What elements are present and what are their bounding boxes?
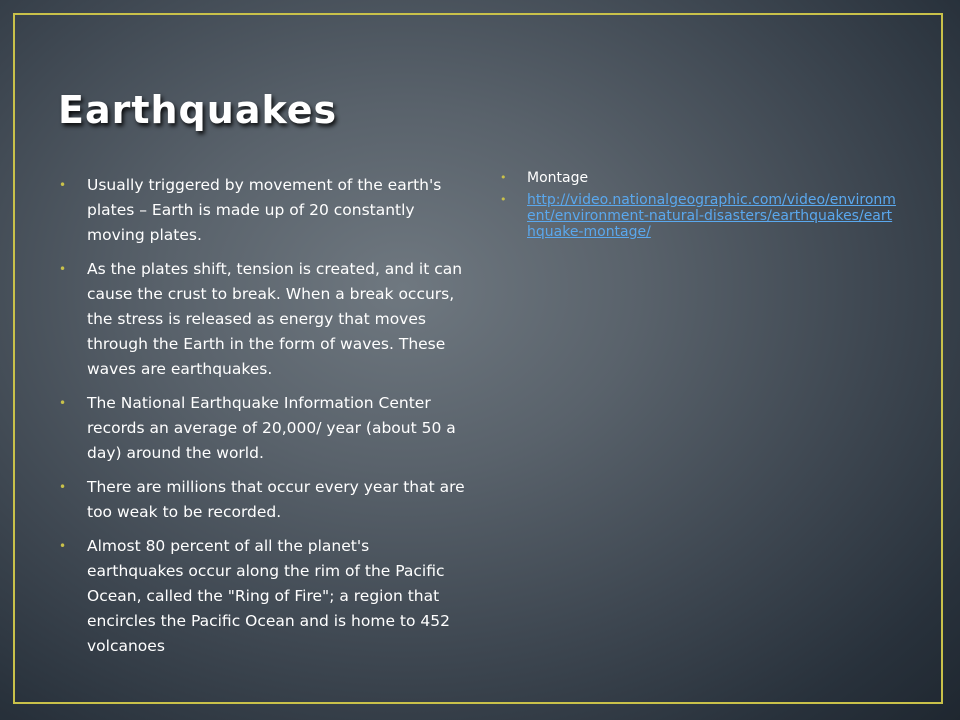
list-item <box>500 192 900 240</box>
bullet-icon: • <box>59 396 67 410</box>
montage-video-link[interactable]: http://video.nationalgeographic.com/video/environment/environment-natural-disasters/earthquakes/earthquake-montage/ <box>527 192 896 240</box>
right-content-column <box>500 170 900 246</box>
bullet-text: The National Earthquake Information Center records an average of 20,000/ year (about 50 a day) around the world. <box>87 394 456 462</box>
list-item <box>500 170 900 186</box>
list-item <box>58 534 470 659</box>
bullet-icon: • <box>59 539 67 553</box>
bullet-text: Almost 80 percent of all the planet's earthquakes occur along the rim of the Pacific Ocean, called the "Ring of Fire"; a region that encircles the Pacific Ocean and is home to 452 volcanoes <box>87 537 450 655</box>
list-item <box>58 257 470 382</box>
bullet-icon: • <box>59 178 67 192</box>
list-item <box>58 173 470 248</box>
right-bullet-list <box>500 170 900 240</box>
bullet-text: Usually triggered by movement of the earth's plates – Earth is made up of 20 constantly moving plates. <box>87 176 442 244</box>
slide-title: Earthquakes <box>58 88 338 132</box>
bullet-text: As the plates shift, tension is created, and it can cause the crust to break. When a break occurs, the stress is released as energy that moves through the Earth in the form of waves. These waves are earthquakes. <box>87 260 463 378</box>
bullet-icon: • <box>500 193 507 206</box>
list-item <box>58 475 470 525</box>
left-bullet-list <box>58 173 470 659</box>
bullet-icon: • <box>59 262 67 276</box>
left-content-column <box>58 173 470 668</box>
bullet-icon: • <box>59 480 67 494</box>
list-item <box>58 391 470 466</box>
bullet-icon: • <box>500 171 507 184</box>
montage-label: Montage <box>527 170 589 186</box>
bullet-text: There are millions that occur every year that are too weak to be recorded. <box>87 478 465 521</box>
